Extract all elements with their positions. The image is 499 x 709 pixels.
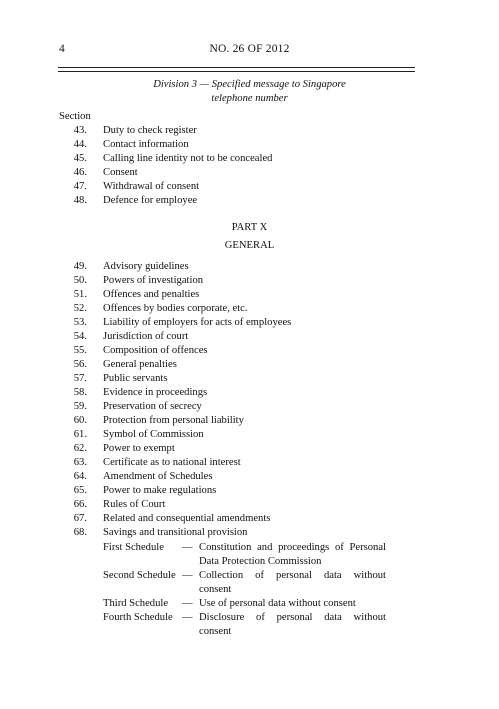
toc-entry bbox=[0, 152, 499, 166]
section-number: 56. bbox=[73, 359, 87, 370]
schedule-description-line2: consent bbox=[199, 626, 232, 637]
header-rule-bottom bbox=[58, 71, 415, 72]
section-title: Savings and transitional provision bbox=[103, 527, 248, 538]
section-title: Jurisdiction of court bbox=[103, 331, 189, 342]
division-heading-line2: telephone number bbox=[211, 93, 288, 104]
division-heading-line1: Division 3 — Specified message to Singapore bbox=[153, 79, 346, 90]
section-number: 55. bbox=[73, 345, 87, 356]
section-number: 47. bbox=[73, 181, 87, 192]
section-title: Offences and penalties bbox=[103, 289, 200, 300]
section-number: 68. bbox=[73, 527, 87, 538]
section-number: 65. bbox=[73, 485, 87, 496]
schedule-description bbox=[199, 597, 386, 611]
schedule-name: Fourth Schedule bbox=[103, 612, 173, 623]
section-number: 57. bbox=[73, 373, 87, 384]
toc-entry bbox=[0, 124, 499, 138]
section-number: 63. bbox=[73, 457, 87, 468]
schedule-description-line2: Data Protection Commission bbox=[199, 556, 322, 567]
toc-entry bbox=[0, 302, 499, 316]
toc-entry bbox=[0, 456, 499, 470]
toc-entry bbox=[0, 400, 499, 414]
schedule-name: First Schedule bbox=[103, 542, 164, 553]
section-title: Public servants bbox=[103, 373, 168, 384]
section-number: 43. bbox=[73, 125, 87, 136]
section-number: 66. bbox=[73, 499, 87, 510]
schedule-dash: — bbox=[182, 598, 193, 609]
schedule-description bbox=[199, 611, 386, 639]
schedule-dash: — bbox=[182, 570, 193, 581]
section-title: Composition of offences bbox=[103, 345, 208, 356]
section-number: 49. bbox=[73, 261, 87, 272]
section-title: Amendment of Schedules bbox=[103, 471, 213, 482]
schedule-description-line1: Constitution and proceedings of Personal bbox=[199, 542, 386, 553]
section-number: 45. bbox=[73, 153, 87, 164]
section-title: Advisory guidelines bbox=[103, 261, 189, 272]
toc-entry bbox=[0, 166, 499, 180]
toc-entry bbox=[0, 526, 499, 540]
toc-entry bbox=[0, 512, 499, 526]
schedule-description-line1: Use of personal data without consent bbox=[199, 598, 356, 609]
schedule-description-line1: Disclosure of personal data without bbox=[199, 612, 386, 623]
part-heading: PART X bbox=[231, 222, 268, 233]
section-number: 62. bbox=[73, 443, 87, 454]
schedule-description-line1: Collection of personal data without bbox=[199, 570, 386, 581]
header-rule-top bbox=[58, 67, 415, 68]
schedule-description-line2: consent bbox=[199, 584, 232, 595]
section-title: Consent bbox=[103, 167, 138, 178]
section-title: Preservation of secrecy bbox=[103, 401, 202, 412]
section-title: Symbol of Commission bbox=[103, 429, 204, 440]
section-title: General penalties bbox=[103, 359, 177, 370]
schedule-name: Second Schedule bbox=[103, 570, 176, 581]
section-number: 53. bbox=[73, 317, 87, 328]
section-title: Power to make regulations bbox=[103, 485, 217, 496]
section-title: Powers of investigation bbox=[103, 275, 204, 286]
section-column-label: Section bbox=[59, 111, 91, 122]
toc-entry bbox=[0, 442, 499, 456]
toc-entry bbox=[0, 194, 499, 208]
toc-entry bbox=[0, 288, 499, 302]
section-number: 60. bbox=[73, 415, 87, 426]
toc-entry bbox=[0, 498, 499, 512]
section-title: Power to exempt bbox=[103, 443, 175, 454]
section-number: 59. bbox=[73, 401, 87, 412]
toc-entry bbox=[0, 358, 499, 372]
toc-entry bbox=[0, 414, 499, 428]
toc-entry bbox=[0, 344, 499, 358]
schedule-entry bbox=[0, 611, 499, 639]
section-number: 58. bbox=[73, 387, 87, 398]
page-number: 4 bbox=[59, 43, 65, 55]
section-number: 67. bbox=[73, 513, 87, 524]
section-title: Protection from personal liability bbox=[103, 415, 244, 426]
section-number: 51. bbox=[73, 289, 87, 300]
section-title: Contact information bbox=[103, 139, 189, 150]
section-title: Withdrawal of consent bbox=[103, 181, 200, 192]
toc-entry bbox=[0, 180, 499, 194]
section-title: Related and consequential amendments bbox=[103, 513, 271, 524]
section-number: 48. bbox=[73, 195, 87, 206]
section-number: 46. bbox=[73, 167, 87, 178]
toc-entry bbox=[0, 484, 499, 498]
schedule-entry bbox=[0, 569, 499, 597]
toc-entry bbox=[0, 428, 499, 442]
schedule-name: Third Schedule bbox=[103, 598, 169, 609]
toc-entry bbox=[0, 274, 499, 288]
schedule-description bbox=[199, 569, 386, 597]
toc-entry bbox=[0, 386, 499, 400]
toc-entry bbox=[0, 372, 499, 386]
schedule-description bbox=[199, 541, 386, 569]
section-title: Certificate as to national interest bbox=[103, 457, 241, 468]
part-subheading: GENERAL bbox=[224, 240, 275, 251]
toc-entry bbox=[0, 330, 499, 344]
division-heading bbox=[0, 78, 499, 106]
section-number: 52. bbox=[73, 303, 87, 314]
schedule-entry bbox=[0, 541, 499, 569]
toc-entry bbox=[0, 138, 499, 152]
toc-entry bbox=[0, 470, 499, 484]
section-title: Defence for employee bbox=[103, 195, 198, 206]
section-title: Offences by bodies corporate, etc. bbox=[103, 303, 248, 314]
section-title: Calling line identity not to be concealed bbox=[103, 153, 273, 164]
toc-entry bbox=[0, 260, 499, 274]
act-title: NO. 26 OF 2012 bbox=[209, 43, 290, 55]
schedule-dash: — bbox=[182, 542, 193, 553]
section-number: 44. bbox=[73, 139, 87, 150]
section-number: 50. bbox=[73, 275, 87, 286]
section-number: 64. bbox=[73, 471, 87, 482]
section-number: 61. bbox=[73, 429, 87, 440]
toc-entry bbox=[0, 316, 499, 330]
section-title: Liability of employers for acts of employees bbox=[103, 317, 292, 328]
section-title: Evidence in proceedings bbox=[103, 387, 208, 398]
section-title: Duty to check register bbox=[103, 125, 197, 136]
schedule-dash: — bbox=[182, 612, 193, 623]
section-number: 54. bbox=[73, 331, 87, 342]
section-title: Rules of Court bbox=[103, 499, 166, 510]
